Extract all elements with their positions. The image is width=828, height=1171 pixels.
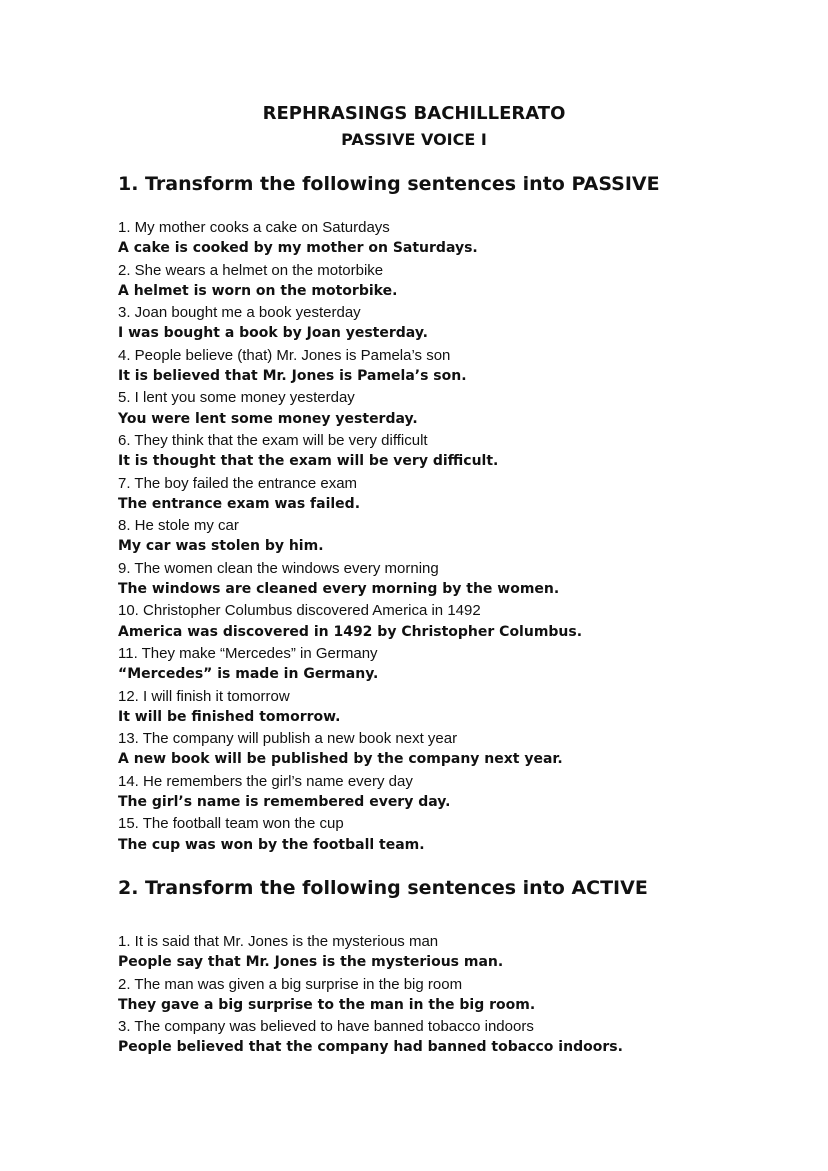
question-14: 14. He remembers the girl’s name every day xyxy=(118,772,413,790)
answer-5: You were lent some money yesterday. xyxy=(118,410,418,427)
question-7: 7. The boy failed the entrance exam xyxy=(118,474,358,492)
answer-1: People say that Mr. Jones is the mysterious man. xyxy=(118,954,504,971)
answer-13: A new book will be published by the company next year. xyxy=(118,751,563,768)
section-heading-passive: 1. Transform the following sentences into PASSIVE xyxy=(118,173,660,195)
question-3: 3. Joan bought me a book yesterday xyxy=(118,304,361,322)
answer-2: A helmet is worn on the motorbike. xyxy=(118,282,398,299)
question-5: 5. I lent you some money yesterday xyxy=(118,389,355,407)
question-6: 6. They think that the exam will be very difficult xyxy=(118,431,428,449)
page-subtitle: PASSIVE VOICE I xyxy=(341,130,487,149)
answer-3: I was bought a book by Joan yesterday. xyxy=(118,325,428,342)
answer-11: “Mercedes” is made in Germany. xyxy=(118,666,379,683)
answer-3: People believed that the company had banned tobacco indoors. xyxy=(118,1039,623,1056)
answer-8: My car was stolen by him. xyxy=(118,538,324,555)
answer-15: The cup was won by the football team. xyxy=(118,836,425,853)
question-2: 2. The man was given a big surprise in the big room xyxy=(118,975,463,993)
section-heading-active: 2. Transform the following sentences into ACTIVE xyxy=(118,877,648,899)
answer-12: It will be finished tomorrow. xyxy=(118,708,341,725)
question-8: 8. He stole my car xyxy=(118,517,239,535)
answer-1: A cake is cooked by my mother on Saturdays. xyxy=(118,240,478,257)
question-11: 11. They make “Mercedes” in Germany xyxy=(118,644,378,662)
answer-14: The girl’s name is remembered every day. xyxy=(118,794,451,811)
question-13: 13. The company will publish a new book next year xyxy=(118,730,458,748)
question-1: 1. It is said that Mr. Jones is the mysterious man xyxy=(118,933,439,950)
exercise-list-passive xyxy=(118,217,798,856)
question-15: 15. The football team won the cup xyxy=(118,815,344,833)
answer-6: It is thought that the exam will be very difficult. xyxy=(118,453,499,470)
page-title: REPHRASINGS BACHILLERATO xyxy=(262,103,566,124)
question-3: 3. The company was believed to have banned tobacco indoors xyxy=(118,1018,534,1036)
answer-4: It is believed that Mr. Jones is Pamela’s son. xyxy=(118,368,467,385)
question-1: 1. My mother cooks a cake on Saturdays xyxy=(118,219,390,236)
question-4: 4. People believe (that) Mr. Jones is Pamela’s son xyxy=(118,346,451,364)
question-9: 9. The women clean the windows every morning xyxy=(118,559,439,577)
question-10: 10. Christopher Columbus discovered America in 1492 xyxy=(118,602,481,620)
answer-7: The entrance exam was failed. xyxy=(118,495,361,512)
answer-2: They gave a big surprise to the man in the big room. xyxy=(118,996,536,1013)
answer-9: The windows are cleaned every morning by the women. xyxy=(118,581,560,598)
answer-10: America was discovered in 1492 by Christopher Columbus. xyxy=(118,623,583,640)
exercise-list-active xyxy=(118,931,798,1059)
question-2: 2. She wears a helmet on the motorbike xyxy=(118,261,384,279)
question-12: 12. I will finish it tomorrow xyxy=(118,687,290,705)
